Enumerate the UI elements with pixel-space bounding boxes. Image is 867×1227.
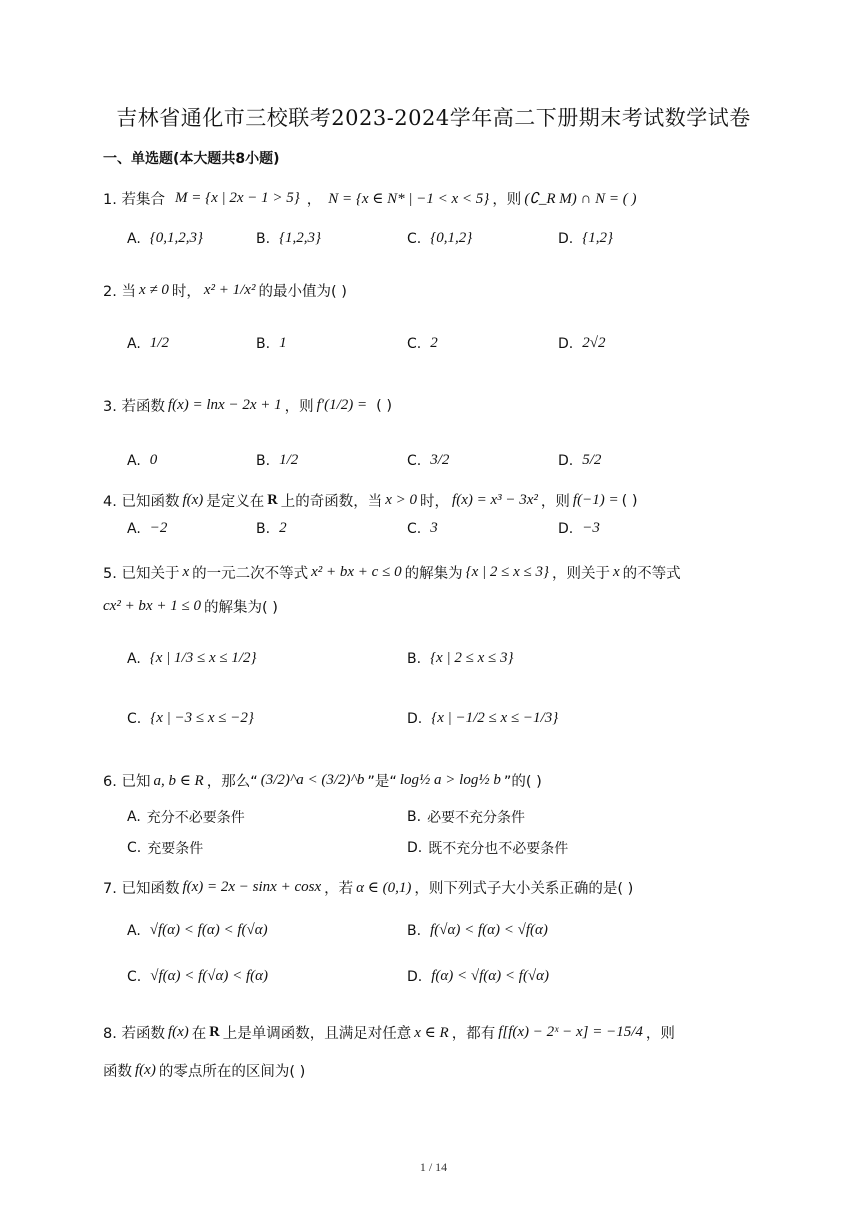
exam-title: 吉林省通化市三校联考2023-2024学年高二下册期末考试数学试卷 bbox=[116, 106, 751, 130]
q5-option-c: C. {x | −3 ≤ x ≤ −2} bbox=[127, 710, 254, 727]
q1-expression: (∁_R M) ∩ N = ( ) bbox=[524, 191, 637, 207]
question-5-line-2: cx² + bx + 1 ≤ 0 的解集为( ) bbox=[103, 598, 278, 616]
q7-function: f(x) = 2x − sinx + cosx bbox=[182, 879, 322, 895]
q1-set-m: M = {x | 2x − 1 > 5} bbox=[174, 190, 300, 206]
q3-expression: f′(1/2) = bbox=[316, 397, 368, 413]
q6-expression-1: (3/2)^a < (3/2)^b bbox=[260, 772, 365, 788]
q1-option-c: C. {0,1,2} bbox=[407, 230, 473, 247]
q7-option-c: C. √f(α) < f(√α) < f(α) bbox=[127, 968, 269, 985]
q7-option-a: A. √f(α) < f(α) < f(√α) bbox=[127, 922, 268, 939]
question-8: 8. 若函数 f(x) 在 R 上是单调函数，且满足对任意 x ∈ R ，都有 f[f(x) − 2ˣ − x] = −15/4 ，则 bbox=[103, 1024, 675, 1042]
q2-condition: x ≠ 0 bbox=[138, 282, 169, 298]
q2-expression: x² + 1/x² bbox=[203, 282, 256, 298]
question-1: 1. 若集合 M = {x | 2x − 1 > 5} ， N = {x ∈ N* | −1 < x < 5} ，则 (∁_R M) ∩ N = ( ) bbox=[103, 190, 637, 208]
q6-option-a: A. 充分不必要条件 bbox=[127, 809, 245, 826]
question-3: 3. 若函数 f(x) = lnx − 2x + 1 ，则 f′(1/2) = ( ) bbox=[103, 397, 393, 415]
question-2: 2. 当 x ≠ 0 时， x² + 1/x² 的最小值为( ) bbox=[103, 282, 347, 300]
q7-option-d: D. f(α) < √f(α) < f(√α) bbox=[407, 968, 550, 985]
q4-option-b: B. 2 bbox=[256, 520, 287, 537]
q1-option-a: A. {0,1,2,3} bbox=[127, 230, 204, 247]
q2-option-b: B. 1 bbox=[256, 335, 287, 352]
section-heading: 一、单选题(本大题共8小题) bbox=[103, 151, 280, 167]
q5-option-b: B. {x | 2 ≤ x ≤ 3} bbox=[407, 650, 514, 667]
q1-option-b: B. {1,2,3} bbox=[256, 230, 322, 247]
q4-option-d: D. −3 bbox=[558, 520, 600, 537]
q3-option-b: B. 1/2 bbox=[256, 452, 299, 469]
q6-option-b: B. 必要不充分条件 bbox=[407, 809, 526, 826]
q1-set-n: N = {x ∈ N* | −1 < x < 5} bbox=[328, 191, 490, 207]
q3-option-c: C. 3/2 bbox=[407, 452, 450, 469]
question-4: 4. 已知函数 f(x) 是定义在 R 上的奇函数，当 x > 0 时， f(x) = x³ − 3x² ，则 f(−1) = ( ) bbox=[103, 492, 638, 510]
q1-option-d: D. {1,2} bbox=[558, 230, 613, 247]
q7-option-b: B. f(√α) < f(α) < √f(α) bbox=[407, 922, 548, 939]
question-7: 7. 已知函数 f(x) = 2x − sinx + cosx ，若 α ∈ (0,1) ，则下列式子大小关系正确的是( ) bbox=[103, 879, 634, 897]
q5-option-a: A. {x | 1/3 ≤ x ≤ 1/2} bbox=[127, 650, 257, 667]
q4-option-c: C. 3 bbox=[407, 520, 438, 537]
q3-option-d: D. 5/2 bbox=[558, 452, 602, 469]
q1-prefix: 1. 若集合 bbox=[103, 192, 165, 208]
page-number: 1 / 14 bbox=[419, 1160, 448, 1174]
q1-then: ，则 bbox=[492, 192, 522, 208]
q3-function: f(x) = lnx − 2x + 1 bbox=[167, 397, 282, 413]
q2-option-d: D. 2√2 bbox=[558, 335, 606, 352]
q6-option-d: D. 既不充分也不必要条件 bbox=[407, 840, 569, 857]
q4-option-a: A. −2 bbox=[127, 520, 168, 537]
q8-equation: f[f(x) − 2ˣ − x] = −15/4 bbox=[498, 1024, 643, 1040]
q6-option-c: C. 充要条件 bbox=[127, 840, 204, 857]
q5-option-d: D. {x | −1/2 ≤ x ≤ −1/3} bbox=[407, 710, 559, 727]
q4-definition: f(x) = x³ − 3x² bbox=[452, 492, 538, 508]
question-5: 5. 已知关于 x 的一元二次不等式 x² + bx + c ≤ 0 的解集为 {x | 2 ≤ x ≤ 3} ，则关于 x 的不等式 bbox=[103, 564, 681, 582]
q2-option-a: A. 1/2 bbox=[127, 335, 169, 352]
question-8-line-2: 函数 f(x) 的零点所在的区间为( ) bbox=[103, 1062, 306, 1080]
q6-expression-2: log½ a > log½ b bbox=[399, 772, 501, 788]
q3-option-a: A. 0 bbox=[127, 452, 158, 469]
question-6: 6. 已知 a, b ∈ R ，那么“ (3/2)^a < (3/2)^b ”是“ log½ a > log½ b ”的( ) bbox=[103, 772, 542, 790]
q2-option-c: C. 2 bbox=[407, 335, 438, 352]
